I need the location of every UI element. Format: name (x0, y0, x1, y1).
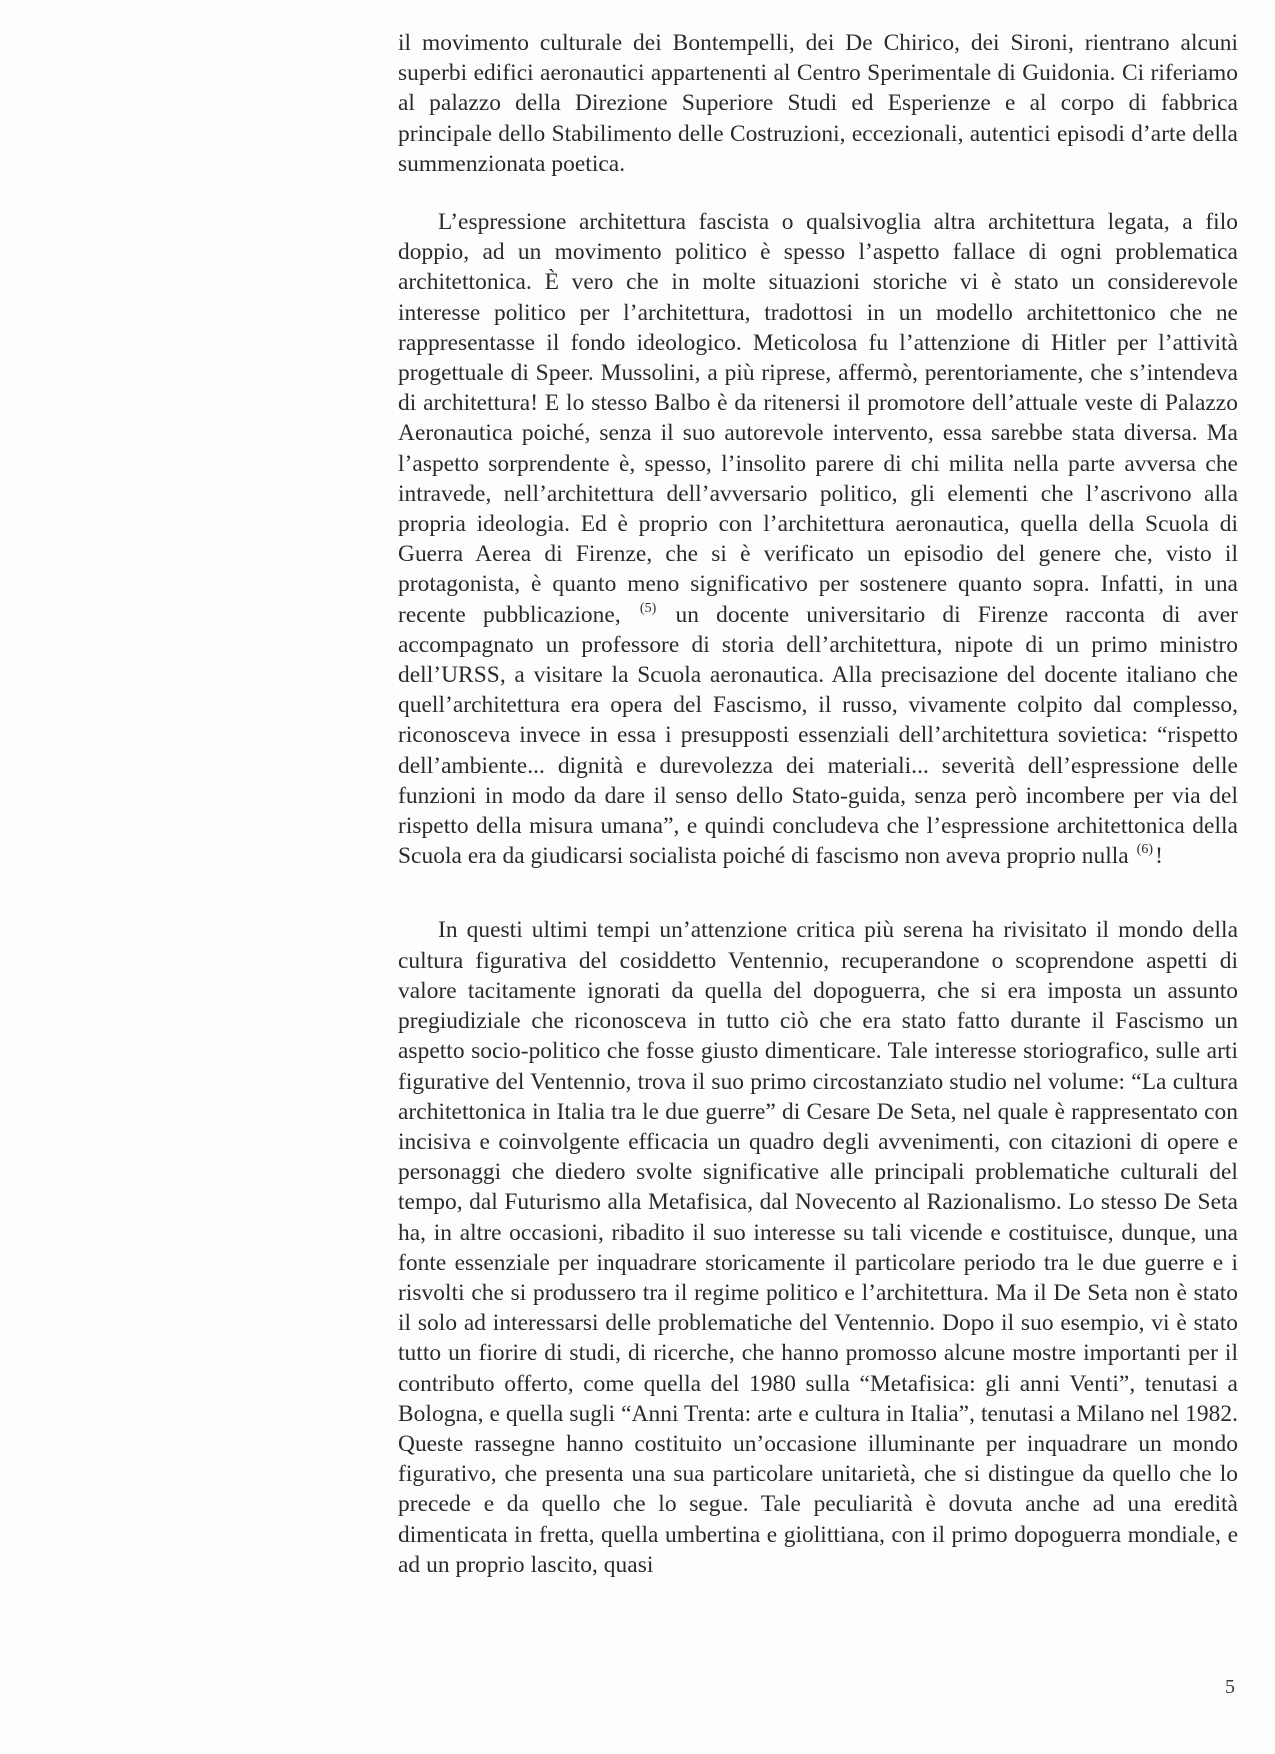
text-column (398, 28, 1238, 1580)
paragraph-3 (398, 915, 1238, 1579)
paragraph-2-text-b: un docente universitario di Firenze racconta di aver accompagnato un professore di storia dell’architettura, nipote di un primo ministro dell’URSS, a visitare la Scuola aeronautica. Alla precisazione del docente italiano che quell’architettura era opera del Fascismo, il russo, vivamente colpito dal complesso, riconosceva invece in essa i presupposti essenziali dell’architettura sovietica: “rispetto dell’ambiente... dignità e durevolezza dei materiali... severità dell’espressione delle funzioni in modo da dare il senso dello Stato-guida, senza però incombere per via del rispetto della misura umana”, e quindi concludeva che l’espressione architettonica della Scuola era da giudicarsi socialista poiché di fascismo non aveva proprio nulla (398, 601, 1238, 870)
paragraph-2 (398, 207, 1238, 871)
footnote-ref-6: (6) (1136, 842, 1154, 858)
paragraph-1 (398, 28, 1238, 179)
page-number: 5 (1225, 1676, 1235, 1698)
paragraph-2-text-a: L’espressione architettura fascista o qualsivoglia altra architettura legata, a filo doppio, ad un movimento politico è spesso l’aspetto fallace di ogni problematica architettonica. È vero che in molte situazioni storiche vi è stato un considerevole interesse politico per l’architettura, tradottosi in un modello architettonico che ne rappresentasse il fondo ideologico. Meticolosa fu l’attenzione di Hitler per l’attività progettuale di Speer. Mussolini, a più riprese, affermò, perentoriamente, che s’intendeva di architettura! E lo stesso Balbo è da ritenersi il promotore dell’attuale veste di Palazzo Aeronautica poiché, senza il suo autorevole intervento, essa sarebbe stata diversa. Ma l’aspetto sorprendente è, spesso, l’insolito parere di chi milita nella parte avversa che intravede, nell’architettura dell’avversario politico, gli elementi che l’ascrivono alla propria ideologia. Ed è proprio con l’architettura aeronautica, quella della Scuola di Guerra Aerea di Firenze, che si è verificato un episodio del genere che, visto il protagonista, è quanto meno significativo per sostenere quanto sopra. Infatti, in una recente pubblicazione, (398, 209, 1238, 628)
paragraph-3-text: In questi ultimi tempi un’attenzione critica più serena ha rivisitato il mondo della cultura figurativa del cosiddetto Ventennio, recuperandone o scoprendone aspetti di valore tacitamente ignorati da quella del dopoguerra, che si era imposta un assunto pregiudiziale che riconosceva in tutto ciò che era stato fatto durante il Fascismo un aspetto socio-politico che fosse giusto dimenticare. Tale interesse storiografico, sulle arti figurative del Ventennio, trova il suo primo circostanziato studio nel volume: “La cultura architettonica in Italia tra le due guerre” di Cesare De Seta, nel quale è rappresentato con incisiva e coinvolgente efficacia un quadro degli avvenimenti, con citazioni di opere e personaggi che diedero svolte significative alle principali problematiche culturali del tempo, dal Futurismo alla Metafisica, dal Novecento al Razionalismo. Lo stesso De Seta ha, in altre occasioni, ribadito il suo interesse su tali vicende e costituisce, dunque, una fonte essenziale per inquadrare storicamente il particolare periodo tra le due guerre e i risvolti che si produssero tra il regime politico e l’architettura. Ma il De Seta non è stato il solo ad interessarsi delle problematiche del Ventennio. Dopo il suo esempio, vi è stato tutto un fiorire di studi, di ricerche, che hanno promosso alcune mostre importanti per il contributo offerto, come quella del 1980 sulla “Metafisica: gli anni Venti”, tenutasi a Bologna, e quella sugli “Anni Trenta: arte e cultura in Italia”, tenutasi a Milano nel 1982. Queste rassegne hanno costituito un’occasione illuminante per inquadrare un mondo figurativo, che presenta una sua particolare unitarietà, che si distingue da quello che lo precede e da quello che lo segue. Tale peculiarità è dovuta anche ad una eredità dimenticata in fretta, quella umbertina e giolittiana, con il primo dopoguerra mondiale, e ad un proprio lascito, quasi (398, 917, 1238, 1578)
paragraph-2-text-c: ! (1155, 843, 1163, 870)
footnote-ref-5: (5) (639, 600, 657, 616)
paragraph-1-text: il movimento culturale dei Bontempelli, dei De Chirico, dei Sironi, rientrano alcuni superbi edifici aeronautici appartenenti al Centro Sperimentale di Guidonia. Ci riferiamo al palazzo della Direzione Superiore Studi ed Esperienze e al corpo di fabbrica principale dello Stabilimento delle Costruzioni, eccezionali, autentici episodi d’arte della summenzionata poetica. (398, 30, 1238, 177)
